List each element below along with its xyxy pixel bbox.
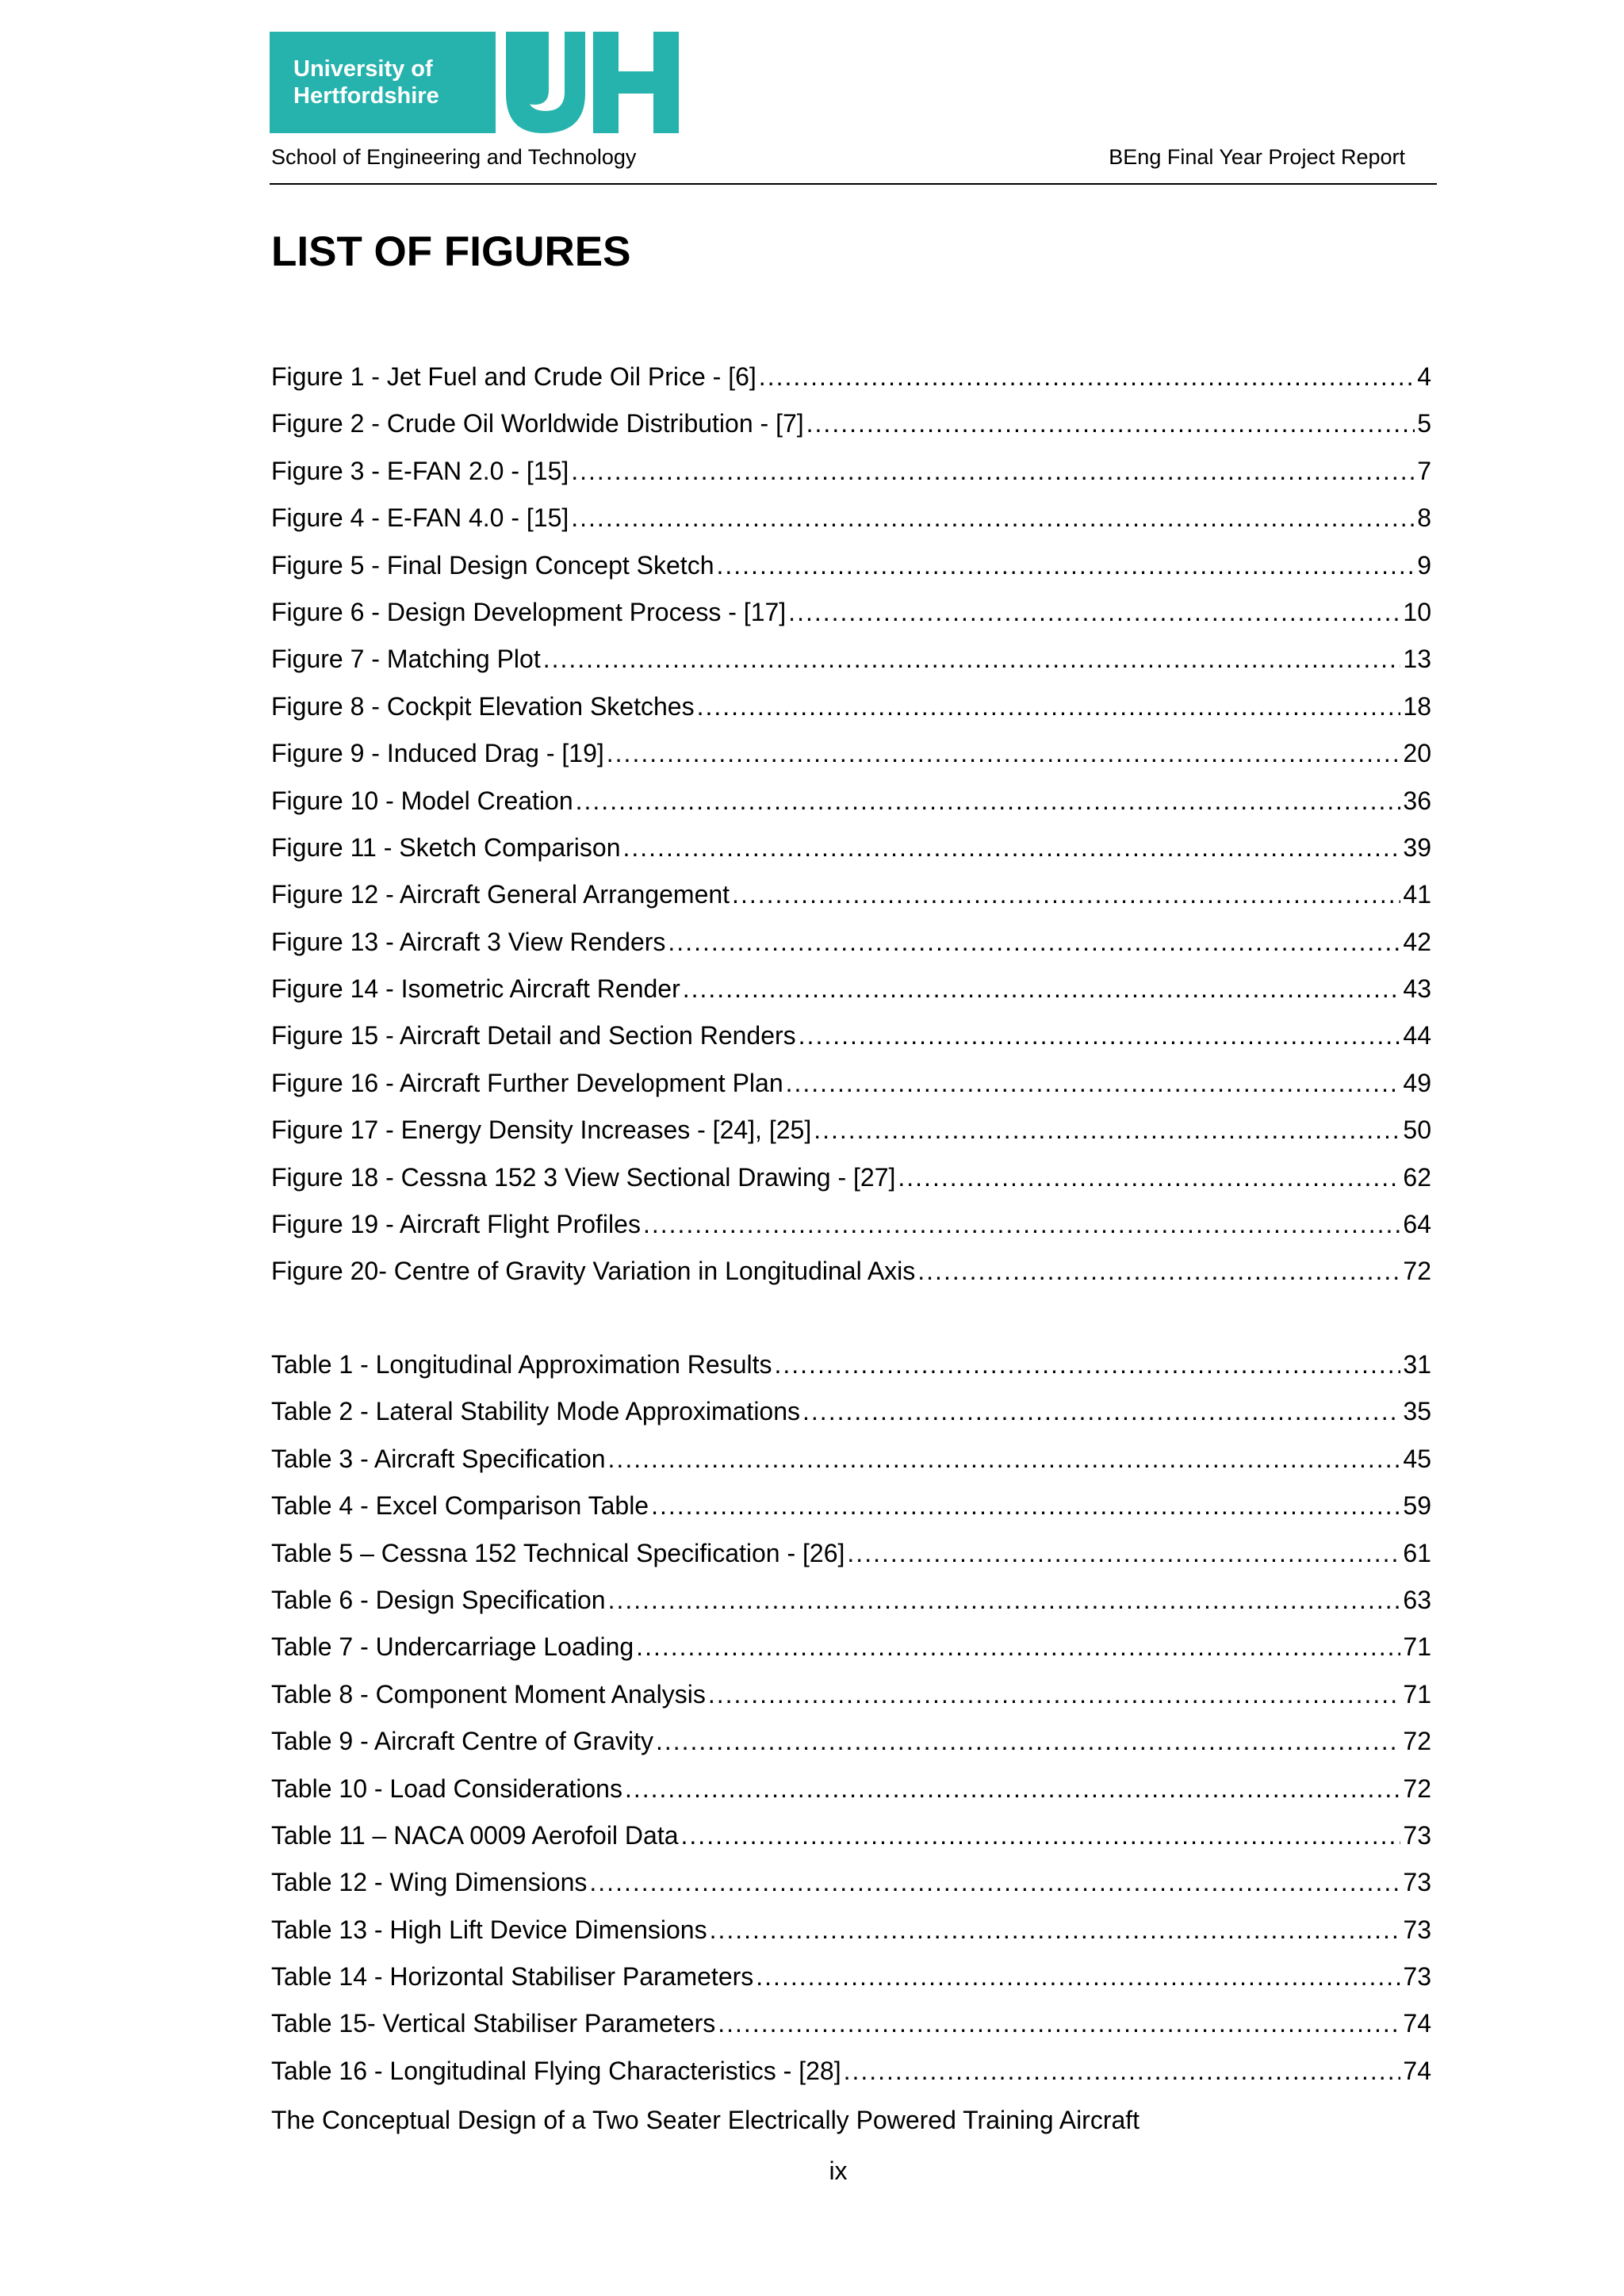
table-entry-page: 74 — [1403, 2056, 1431, 2085]
dot-leader — [898, 1154, 1400, 1201]
header-divider — [270, 183, 1437, 185]
figure-entry[interactable] — [271, 1060, 1431, 1107]
logo-line-1: University of — [293, 56, 433, 82]
table-entry-page: 59 — [1403, 1491, 1431, 1521]
table-entry[interactable] — [271, 1577, 1431, 1624]
table-entry[interactable] — [271, 1436, 1431, 1483]
dot-leader — [786, 1060, 1401, 1107]
table-entry[interactable] — [271, 1766, 1431, 1812]
dot-leader — [788, 589, 1400, 636]
dot-leader — [799, 1012, 1401, 1059]
table-entry[interactable] — [271, 1718, 1431, 1765]
dot-leader — [814, 1107, 1400, 1154]
table-entry-label: Table 15- Vertical Stabiliser Parameters — [271, 2009, 716, 2038]
figure-entry-label: Figure 4 - E-FAN 4.0 - [15] — [271, 503, 569, 533]
dot-leader — [708, 1671, 1401, 1718]
dot-leader — [622, 825, 1400, 871]
figure-entry[interactable] — [271, 400, 1431, 447]
table-entry[interactable] — [271, 2048, 1431, 2095]
figure-entry-label: Figure 2 - Crude Oil Worldwide Distribution - [7] — [271, 409, 804, 438]
table-entry[interactable] — [271, 1859, 1431, 1906]
figure-entry[interactable] — [271, 871, 1431, 918]
figure-entry-label: Figure 11 - Sketch Comparison — [271, 832, 621, 862]
figure-entry-page: 7 — [1417, 456, 1431, 485]
table-entry-label: Table 9 - Aircraft Centre of Gravity — [271, 1727, 653, 1756]
footer-report-title: The Conceptual Design of a Two Seater Electrically Powered Training Aircraft — [271, 2106, 1140, 2134]
table-entry-label: Table 5 – Cessna 152 Technical Specification - [26] — [271, 1538, 845, 1567]
figure-entry-label: Figure 15 - Aircraft Detail and Section Renders — [271, 1021, 796, 1050]
page-title: LIST OF FIGURES — [271, 228, 631, 275]
figure-entry-page: 64 — [1403, 1210, 1431, 1239]
table-entry-page: 73 — [1403, 1962, 1431, 1992]
figure-entry-page: 18 — [1403, 691, 1431, 721]
figure-entry-label: Figure 13 - Aircraft 3 View Renders — [271, 927, 666, 956]
table-entry-label: Table 4 - Excel Comparison Table — [271, 1491, 649, 1521]
table-entry-label: Table 13 - High Lift Device Dimensions — [271, 1915, 707, 1944]
university-of-hertfordshire-logo — [270, 32, 682, 133]
table-entry-label: Table 7 - Undercarriage Loading — [271, 1632, 634, 1662]
figure-entry-label: Figure 19 - Aircraft Flight Profiles — [271, 1210, 641, 1239]
figure-entry-label: Figure 7 - Matching Plot — [271, 645, 541, 674]
table-entry-label: Table 8 - Component Moment Analysis — [271, 1679, 706, 1709]
figure-entry[interactable] — [271, 1154, 1431, 1201]
figure-entry-page: 13 — [1403, 645, 1431, 674]
figure-entry[interactable] — [271, 778, 1431, 825]
figure-entry-label: Figure 18 - Cessna 152 3 View Sectional Drawing - [27] — [271, 1162, 896, 1192]
table-entry-page: 61 — [1403, 1538, 1431, 1567]
table-entry-label: Table 6 - Design Specification — [271, 1585, 606, 1614]
figure-entry[interactable] — [271, 1248, 1431, 1295]
table-entry[interactable] — [271, 1341, 1431, 1388]
figure-entry-label: Figure 6 - Design Development Process - [17] — [271, 597, 787, 626]
table-entry-page: 72 — [1403, 1774, 1431, 1803]
table-entry-page: 45 — [1403, 1444, 1431, 1473]
table-entry-label: Table 3 - Aircraft Specification — [271, 1444, 606, 1473]
dot-leader — [636, 1624, 1400, 1670]
figure-entry-label: Figure 20- Centre of Gravity Variation in Longitudinal Axis — [271, 1257, 916, 1286]
dot-leader — [571, 448, 1415, 495]
figure-entry-label: Figure 9 - Induced Drag - [19] — [271, 739, 604, 768]
table-entry-label: Table 12 - Wing Dimensions — [271, 1868, 588, 1897]
figure-entry-page: 36 — [1403, 786, 1431, 815]
figure-entry[interactable] — [271, 1201, 1431, 1248]
table-entry-page: 73 — [1403, 1915, 1431, 1944]
table-entry-page: 73 — [1403, 1820, 1431, 1850]
dot-leader — [625, 1766, 1400, 1812]
list-of-tables — [271, 1341, 1431, 2095]
table-entry-label: Table 11 – NACA 0009 Aerofoil Data — [271, 1820, 679, 1850]
page-number: ix — [829, 2156, 848, 2185]
dot-leader — [607, 730, 1401, 777]
dot-leader — [710, 1907, 1401, 1954]
dot-leader — [847, 1530, 1400, 1577]
figure-entry-page: 50 — [1403, 1115, 1431, 1145]
figure-entry-page: 4 — [1417, 362, 1431, 391]
dot-leader — [589, 1859, 1400, 1906]
table-entry-page: 63 — [1403, 1585, 1431, 1614]
table-entry[interactable] — [271, 1530, 1431, 1577]
table-entry-page: 71 — [1403, 1632, 1431, 1662]
figure-entry[interactable] — [271, 730, 1431, 777]
figure-entry-page: 41 — [1403, 880, 1431, 909]
figure-entry[interactable] — [271, 1012, 1431, 1059]
figure-entry-page: 9 — [1417, 550, 1431, 580]
dot-leader — [608, 1577, 1401, 1624]
header-report-type: BEng Final Year Project Report — [1109, 145, 1405, 169]
figure-entry[interactable] — [271, 683, 1431, 730]
figure-entry-label: Figure 1 - Jet Fuel and Crude Oil Price - [6] — [271, 362, 756, 391]
logo-wordmark-box — [270, 32, 496, 133]
table-entry-page: 72 — [1403, 1727, 1431, 1756]
figure-entry[interactable] — [271, 495, 1431, 541]
table-entry-label: Table 1 - Longitudinal Approximation Results — [271, 1350, 772, 1379]
figure-entry-page: 49 — [1403, 1068, 1431, 1097]
dot-leader — [774, 1341, 1400, 1388]
figure-entry-page: 43 — [1403, 974, 1431, 1004]
figure-entry-label: Figure 17 - Energy Density Increases - [24], [25] — [271, 1115, 812, 1145]
table-entry-page: 74 — [1403, 2009, 1431, 2038]
figure-entry-page: 5 — [1417, 409, 1431, 438]
header-school-name: School of Engineering and Technology — [271, 145, 637, 169]
figure-entry-label: Figure 8 - Cockpit Elevation Sketches — [271, 691, 695, 721]
dot-leader — [732, 871, 1400, 918]
dot-leader — [608, 1436, 1401, 1483]
table-entry-page: 71 — [1403, 1679, 1431, 1709]
figure-entry[interactable] — [271, 542, 1431, 589]
list-of-figures — [271, 354, 1431, 1295]
figure-entry-page: 62 — [1403, 1162, 1431, 1192]
table-entry-label: Table 16 - Longitudinal Flying Characteristics - [28] — [271, 2056, 841, 2085]
table-entry[interactable] — [271, 2000, 1431, 2047]
dot-leader — [756, 1954, 1400, 2000]
dot-leader — [718, 2000, 1400, 2047]
table-entry[interactable] — [271, 1483, 1431, 1529]
figure-entry-label: Figure 14 - Isometric Aircraft Render — [271, 974, 680, 1004]
figure-entry-page: 39 — [1403, 832, 1431, 862]
table-entry[interactable] — [271, 1812, 1431, 1859]
figure-entry-label: Figure 10 - Model Creation — [271, 786, 573, 815]
dot-leader — [806, 400, 1415, 447]
table-entry[interactable] — [271, 1907, 1431, 1954]
dot-leader — [802, 1388, 1400, 1435]
figure-entry[interactable] — [271, 636, 1431, 683]
figure-entry[interactable] — [271, 448, 1431, 495]
table-entry-page: 73 — [1403, 1868, 1431, 1897]
dot-leader — [759, 354, 1415, 400]
table-entry-label: Table 2 - Lateral Stability Mode Approximations — [271, 1397, 801, 1426]
dot-leader — [643, 1201, 1400, 1248]
figure-entry-label: Figure 5 - Final Design Concept Sketch — [271, 550, 714, 580]
table-entry[interactable] — [271, 1388, 1431, 1435]
figure-entry[interactable] — [271, 919, 1431, 966]
table-entry[interactable] — [271, 1624, 1431, 1670]
dot-leader — [917, 1248, 1400, 1295]
dot-leader — [543, 636, 1401, 683]
figure-entry[interactable] — [271, 589, 1431, 636]
dot-leader — [697, 683, 1401, 730]
figure-entry-page: 8 — [1417, 503, 1431, 533]
table-entry-label: Table 14 - Horizontal Stabiliser Parameters — [271, 1962, 754, 1992]
dot-leader — [683, 966, 1401, 1012]
figure-entry-page: 72 — [1403, 1257, 1431, 1286]
logo-letter-h — [593, 32, 679, 133]
figure-entry-label: Figure 3 - E-FAN 2.0 - [15] — [271, 456, 569, 485]
dot-leader — [681, 1812, 1401, 1859]
table-entry-page: 31 — [1403, 1350, 1431, 1379]
table-entry-label: Table 10 - Load Considerations — [271, 1774, 622, 1803]
figure-entry-page: 44 — [1403, 1021, 1431, 1050]
figure-entry-label: Figure 12 - Aircraft General Arrangement — [271, 880, 730, 909]
dot-leader — [716, 542, 1415, 589]
figure-entry[interactable] — [271, 966, 1431, 1012]
dot-leader — [656, 1718, 1400, 1765]
dot-leader — [571, 495, 1415, 541]
figure-entry[interactable] — [271, 1107, 1431, 1154]
figure-entry-page: 20 — [1403, 739, 1431, 768]
table-entry[interactable] — [271, 1671, 1431, 1718]
figure-entry[interactable] — [271, 354, 1431, 400]
table-entry-page: 35 — [1403, 1397, 1431, 1426]
figure-entry-page: 42 — [1403, 927, 1431, 956]
dot-leader — [576, 778, 1401, 825]
dot-leader — [651, 1483, 1400, 1529]
table-entry[interactable] — [271, 1954, 1431, 2000]
dot-leader — [844, 2048, 1401, 2095]
figure-entry-label: Figure 16 - Aircraft Further Development Plan — [271, 1068, 783, 1097]
dot-leader — [668, 919, 1400, 966]
figure-entry-page: 10 — [1403, 597, 1431, 626]
logo-line-2: Hertfordshire — [293, 83, 439, 109]
figure-entry[interactable] — [271, 825, 1431, 871]
